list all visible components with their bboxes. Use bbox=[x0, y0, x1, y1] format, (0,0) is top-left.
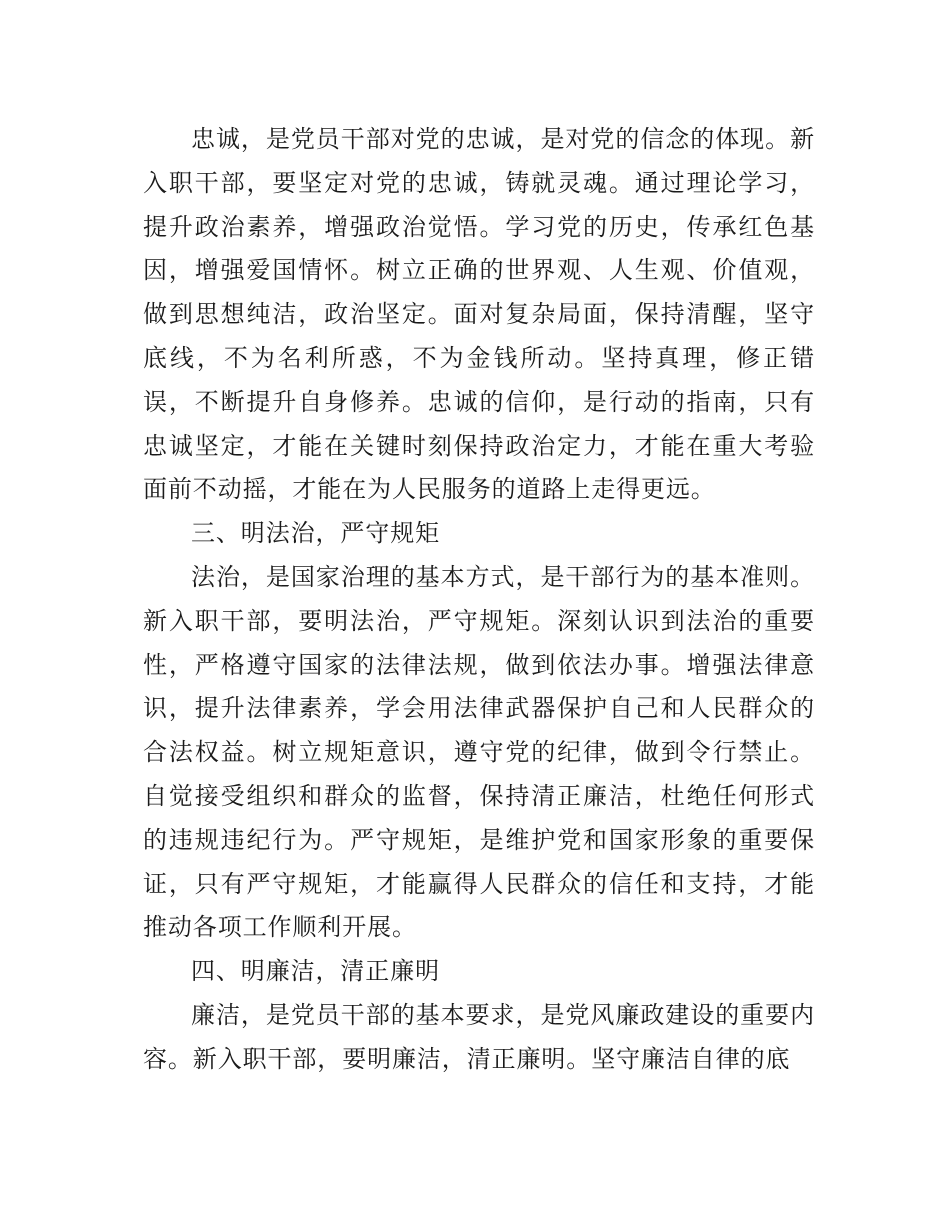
section-heading-rule-of-law: 三、明法治，严守规矩 bbox=[191, 519, 440, 548]
section-heading-integrity: 四、明廉洁，清正廉明 bbox=[191, 957, 440, 986]
document-body bbox=[143, 118, 815, 1082]
paragraph-rule-of-law: 法治，是国家治理的基本方式，是干部行为的基本准则。新入职干部，要明法治，严守规矩。深刻认识到法治的重要性，严格遵守国家的法律法规，做到依法办事。增强法律意识，提升法律素养，学会用法律武器保护自己和人民群众的合法权益。树立规矩意识，遵守党的纪律，做到令行禁止。自觉接受组织和群众的监督，保持清正廉洁，杜绝任何形式的违规违纪行为。严守规矩，是维护党和国家形象的重要保证，只有严守规矩，才能赢得人民群众的信任和支持，才能推动各项工作顺利开展。 bbox=[143, 562, 815, 942]
paragraph-loyalty: 忠诚，是党员干部对党的忠诚，是对党的信念的体现。新入职干部，要坚定对党的忠诚，铸就灵魂。通过理论学习，提升政治素养，增强政治觉悟。学习党的历史，传承红色基因，增强爱国情怀。树立正确的世界观、人生观、价值观，做到思想纯洁，政治坚定。面对复杂局面，保持清醒，坚守底线，不为名利所惑，不为金钱所动。坚持真理，修正错误，不断提升自身修养。忠诚的信仰，是行动的指南，只有忠诚坚定，才能在关键时刻保持政治定力，才能在重大考验面前不动摇，才能在为人民服务的道路上走得更远。 bbox=[143, 125, 815, 504]
paragraph-integrity: 廉洁，是党员干部的基本要求，是党风廉政建设的重要内容。新入职干部，要明廉洁，清正廉明。坚守廉洁自律的底 bbox=[143, 1000, 815, 1073]
